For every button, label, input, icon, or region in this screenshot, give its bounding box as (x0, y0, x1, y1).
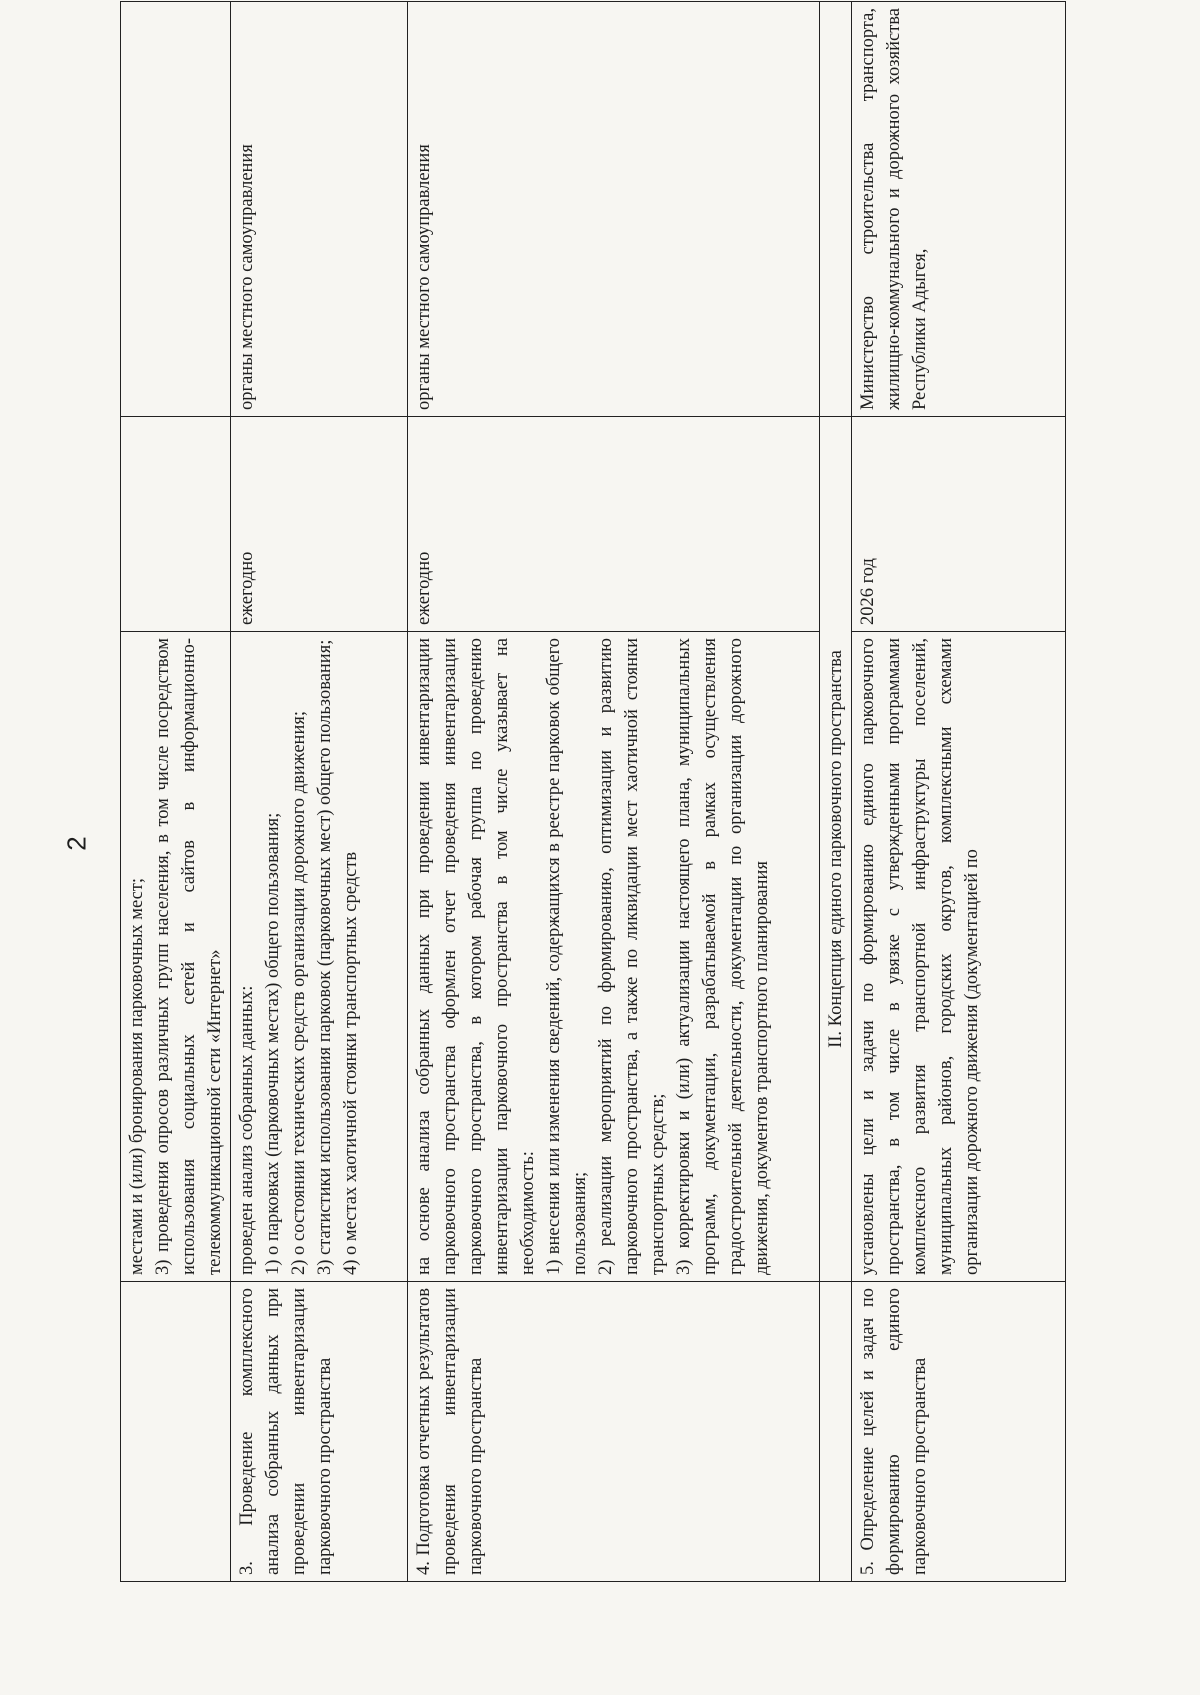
event-name-cell (121, 1282, 231, 1582)
table-row (231, 2, 408, 1582)
section-row (820, 2, 852, 1582)
term-cell: ежегодно (408, 417, 820, 632)
table-row (852, 2, 1066, 1582)
term-cell: 2026 год (852, 417, 1066, 632)
section-gap-cell (820, 1282, 852, 1582)
result-item: установлены цели и задачи по формированию единого парковочного пространства, в том числе в увязке с утвержденными программами комплексного развития транспортной инфраструктуры поселений, муниципальных районов, городских округов, комплексными схемами организации дорожного движения (документацией по (858, 638, 982, 1275)
rotated-page-content (120, 2, 1050, 1582)
result-item: 1) внесения или изменения сведений, содержащихся в реестре парковок общего пользования; (544, 638, 590, 1275)
result-item: 2) реализации мероприятий по формированию, оптимизации и развитию парковочного пространства, а также по ликвидации мест хаотичной стоянки транспортных средств; (596, 638, 668, 1275)
result-item: 2) о состоянии технических средств организации дорожного движения; (289, 711, 309, 1275)
result-item: 1) о парковках (парковочных местах) общего пользования; (263, 812, 283, 1275)
responsible-cell: органы местного самоуправления (231, 2, 408, 417)
term-cell: ежегодно (231, 417, 408, 632)
result-cell (408, 632, 820, 1282)
result-item: на основе анализа собранных данных при проведении инвентаризации парковочного пространства оформлен отчет проведения инвентаризации парковочного пространства, в котором рабочая группа по проведению инвентаризации парковочного пространства в том числе указывает на необходимость: (414, 638, 538, 1275)
result-item: местами и (или) бронирования парковочных мест; (127, 877, 147, 1275)
result-item: 3) статистики использования парковок (парковочных мест) общего пользования; (315, 639, 335, 1275)
result-cell (231, 632, 408, 1282)
result-item: проведен анализ собранных данных: (237, 985, 257, 1275)
event-name-cell: 5. Определение целей и задач по формированию единого парковочного пространства (852, 1282, 1066, 1582)
result-item: 3) корректировки и (или) актуализации настоящего плана, муниципальных программ, документации, разрабатываемой в рамках осуществления градостроительной деятельности, документации по организации дорожного движения, документов транспортного планирования (674, 638, 772, 1275)
result-item: 4) о местах хаотичной стоянки транспортных средств (341, 851, 361, 1275)
section-gap-cell (820, 2, 852, 417)
term-cell (121, 417, 231, 632)
result-cell (121, 632, 231, 1282)
event-name-cell: 4. Подготовка отчетных результатов проведения инвентаризации парковочного пространства (408, 1282, 820, 1582)
result-item: 3) проведения опросов различных групп населения, в том числе посредством использования социальных сетей и сайтов в информационно-телекоммуникационной сети «Интернет» (153, 638, 225, 1275)
table-row (408, 2, 820, 1582)
result-cell (852, 632, 1066, 1282)
responsible-cell: Министерство строительства транспорта, жилищно-коммунального и дорожного хозяйства Республики Адыгея, (852, 2, 1066, 417)
responsible-cell (121, 2, 231, 417)
responsible-cell: органы местного самоуправления (408, 2, 820, 417)
section-title: II. Концепция единого парковочного пространства (820, 417, 852, 1282)
table-row (121, 2, 231, 1582)
page-number: 2 (61, 836, 92, 851)
event-name-cell: 3. Проведение комплексного анализа собранных данных при проведении инвентаризации парковочного пространства (231, 1282, 408, 1582)
plan-table (120, 1, 1066, 1582)
